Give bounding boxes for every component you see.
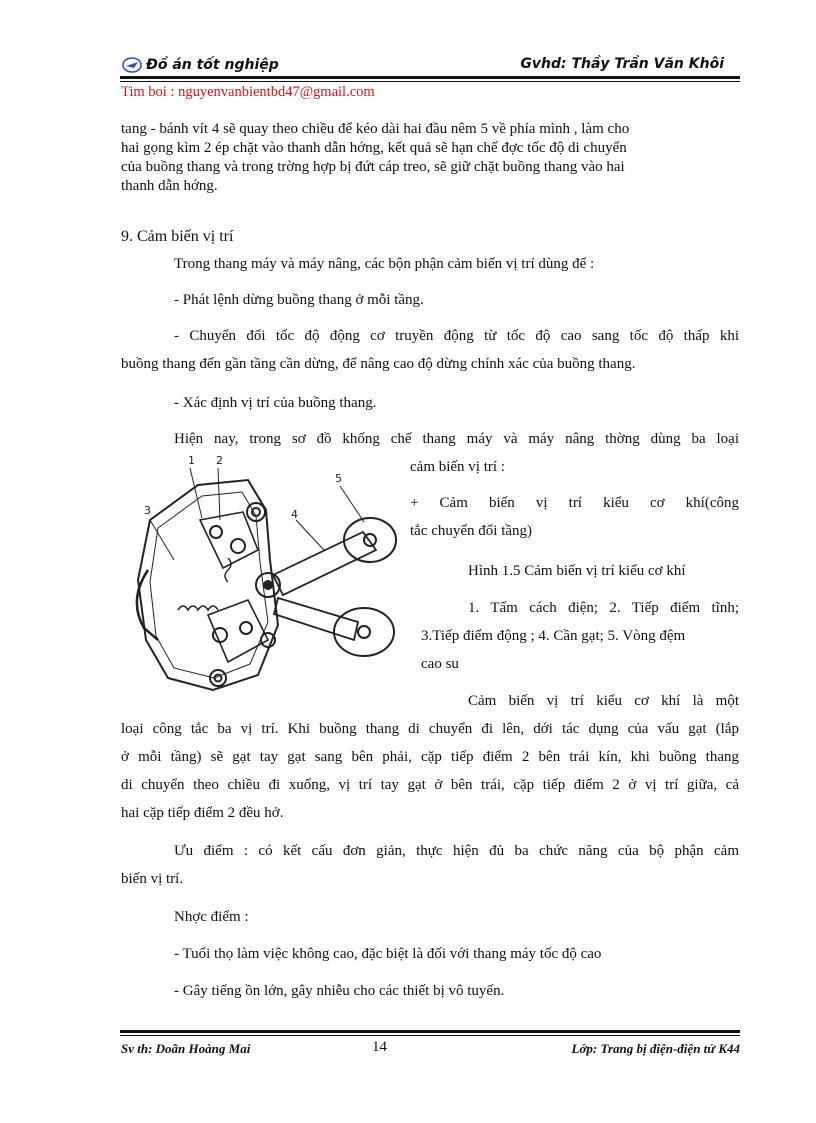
bullet-stop: - Phát lệnh dừng buồng thang ở mỗi tầng. — [174, 292, 424, 308]
desc-line-1: Cảm biến vị trí kiểu cơ khí là một — [468, 693, 739, 709]
footer-author: Sv th: Doãn Hoàng Mai — [121, 1041, 251, 1056]
disadvantage-2: - Gây tiếng ồn lớn, gây nhiễu cho các thiết bị vô tuyến. — [174, 983, 505, 999]
bullet-speed-line-1: - Chuyển đổi tốc độ động cơ truyền động từ tốc độ cao sang tốc độ thấp khi — [174, 328, 739, 344]
current-line-2: cảm biến vị trí : — [410, 459, 505, 475]
legend-line-3: cao su — [421, 656, 459, 672]
figure-label-5: 5 — [335, 472, 342, 485]
desc-line-5: hai cặp tiếp điểm 2 đều hở. — [121, 805, 284, 821]
rubber-ring-lower — [334, 608, 394, 656]
page-number: 14 — [372, 1039, 387, 1055]
source-line: Tim boi : nguyenvanbientbd47@gmail.com — [121, 84, 375, 100]
footer-class: Lớp: Trang bị điện-điện tử K44 — [571, 1041, 740, 1056]
intro-line-2: hai gọng kìm 2 ép chặt vào thanh dẫn hớng, kết quả sẽ hạn chế đợc tốc độ di chuyển — [121, 140, 627, 156]
figure-caption: Hình 1.5 Cảm biến vị trí kiểu cơ khí — [468, 563, 686, 579]
footer-rule-thin — [120, 1035, 740, 1036]
spring — [178, 606, 218, 610]
disadvantage-1: - Tuổi thọ làm việc không cao, đặc biệt là đối với thang máy tốc độ cao — [174, 946, 602, 962]
disadvantage-heading: Nhợc điểm : — [174, 909, 249, 925]
figure-label-4: 4 — [291, 508, 298, 521]
advantage-line-1: Ưu điểm : có kết cấu đơn giản, thực hiện đủ ba chức năng của bộ phận cảm — [174, 843, 739, 859]
header-rule-thin — [120, 81, 740, 82]
rubber-ring-upper — [344, 518, 396, 562]
purpose-line: Trong thang máy và máy nâng, các bộn phận cảm biến vị trí dùng để : — [174, 256, 595, 272]
header-rule-thick — [120, 76, 740, 79]
desc-line-3: ở mỗi tầng) sẽ gạt tay gạt sang bên phải, cặp tiếp điểm 2 bên trái kín, khi buồng thang — [121, 749, 739, 765]
footer-rule-thick — [120, 1030, 740, 1033]
lever-arm — [273, 532, 376, 595]
type-line-1: + Cảm biến vị trí kiểu cơ khí(công — [410, 495, 739, 511]
current-line-1: Hiện nay, trong sơ đồ khống chế thang máy và máy nâng thờng dùng ba loại — [174, 431, 739, 447]
figure-label-1: 1 — [188, 454, 195, 467]
intro-line-3: của buồng thang và trong trờng hợp bị đứt cáp treo, sẽ giữ chặt buồng thang vào hai — [121, 159, 625, 175]
figure-label-3: 3 — [144, 504, 151, 517]
header-left-text: Đồ án tốt nghiệp — [146, 57, 279, 73]
intro-line-1: tang - bánh vít 4 sẽ quay theo chiều để kéo dài hai đầu nêm 5 về phía mình , làm cho — [121, 121, 630, 137]
advantage-line-2: biến vị trí. — [121, 871, 184, 887]
header-left-title — [122, 56, 279, 74]
header-right-title: Gvhd: Thầy Trần Văn Khôi — [520, 56, 724, 72]
section-heading: 9. Cảm biến vị trí — [121, 228, 234, 245]
logo-icon — [122, 56, 144, 74]
bullet-speed-line-2: buồng thang đến gần tầng cần dừng, để nâng cao độ dừng chính xác của buồng thang. — [121, 356, 636, 372]
desc-line-2: loại công tắc ba vị trí. Khi buồng thang di chuyển đi lên, dới tác dụng của vấu gạt (lắp — [121, 721, 739, 737]
bullet-position: - Xác định vị trí của buồng thang. — [174, 395, 377, 411]
intro-line-4: thanh dẫn hớng. — [121, 178, 218, 194]
mechanical-position-sensor-figure — [128, 450, 410, 702]
legend-line-1: 1. Tấm cách điện; 2. Tiếp điểm tĩnh; — [468, 600, 739, 616]
legend-line-2: 3.Tiếp điểm động ; 4. Cần gạt; 5. Vòng đệm — [421, 628, 686, 644]
desc-line-4: di chuyển theo chiều đi xuống, vị trí tay gạt ở bên trái, cặp tiếp điểm 2 ở vị trí giữa, cả — [121, 777, 739, 793]
type-line-2: tắc chuyển đổi tầng) — [410, 523, 533, 539]
figure-label-2: 2 — [216, 454, 223, 467]
